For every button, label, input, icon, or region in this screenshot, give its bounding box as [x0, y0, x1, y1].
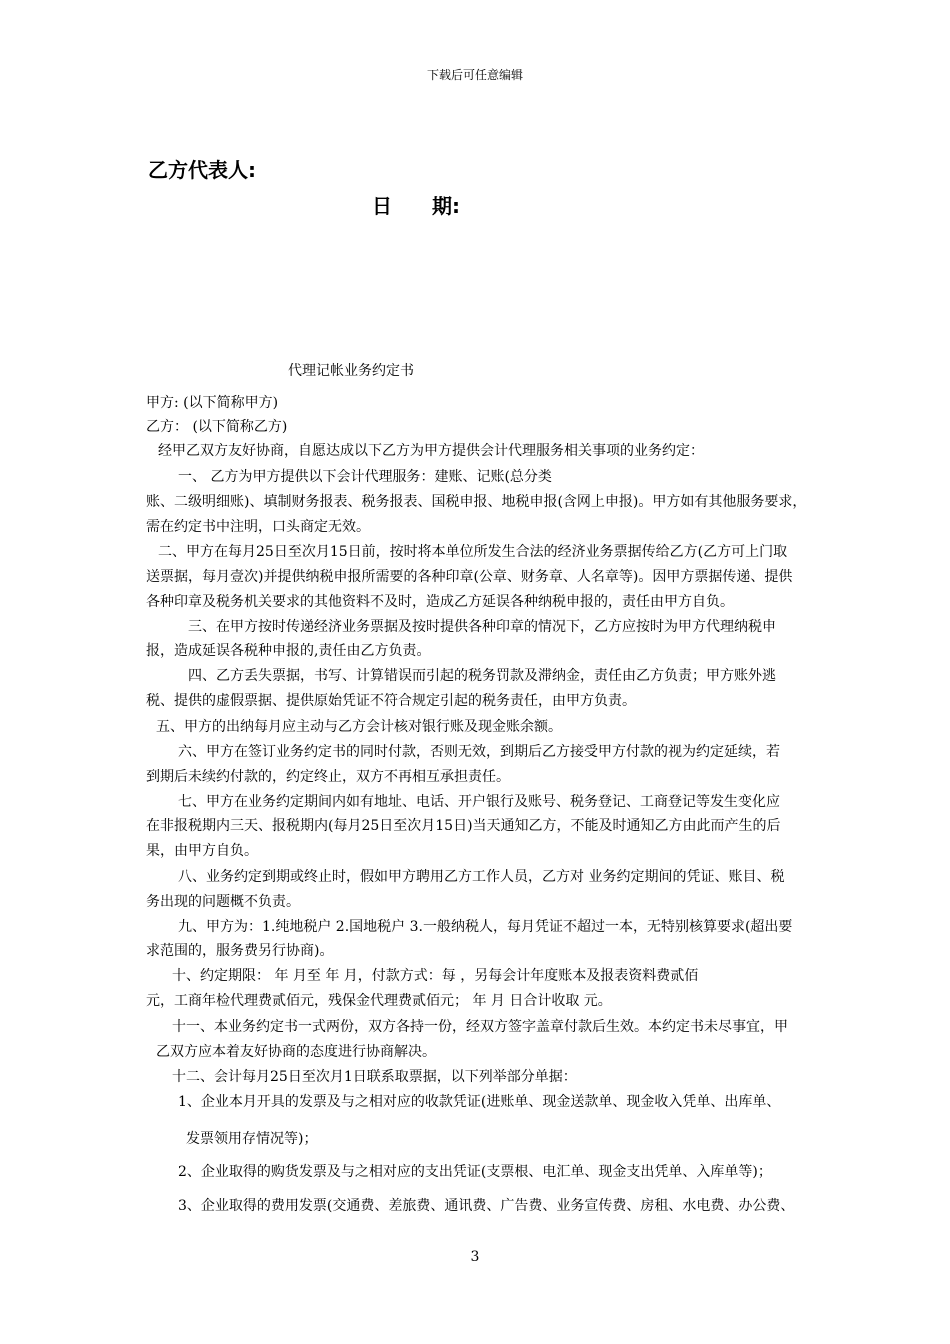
clause-8-line-1: 八、业务约定到期或终止时，假如甲方聘用乙方工作人员，乙方对 业务约定期间的凭证、账目、税 [178, 869, 785, 885]
clause-10-line-1: 十、约定期限： 年 月至 年 月，付款方式：每 ，另每会计年度账本及报表资料费贰佰 [172, 968, 699, 984]
list-item-2: 2、企业取得的购货发票及与之相对应的支出凭证(支票根、电汇单、现金支出凭单、入库单等)； [178, 1164, 772, 1180]
page-number: 3 [470, 1249, 480, 1265]
clause-2-line-1: 二、甲方在每月25日至次月15日前，按时将本单位所发生合法的经济业务票据传给乙方(乙方可上门取 [158, 544, 788, 560]
party-b-line: 乙方： (以下简称乙方) [146, 419, 288, 435]
clause-12: 十二、会计每月25日至次月1日联系取票据，以下列举部分单据： [172, 1069, 577, 1085]
clause-6-line-1: 六、甲方在签订业务约定书的同时付款，否则无效，到期后乙方接受甲方付款的视为约定延续，若 [178, 744, 780, 760]
date-label: 日 期: [372, 194, 460, 218]
clause-6-line-2: 到期后未续约付款的，约定终止，双方不再相互承担责任。 [146, 769, 510, 785]
clause-9-line-1: 九、甲方为：1.纯地税户 2.国地税户 3.一般纳税人，每月凭证不超过一本，无特别核算要求(超出要 [178, 919, 793, 935]
party-a-line: 甲方: (以下简称甲方) [146, 395, 279, 411]
clause-4-line-1: 四、乙方丢失票据，书写、计算错误而引起的税务罚款及滞纳金，责任由乙方负责；甲方账外逃 [188, 668, 776, 684]
clause-4-line-2: 税、提供的虚假票据、提供原始凭证不符合规定引起的税务责任，由甲方负责。 [146, 693, 636, 709]
clause-9-line-2: 求范围的，服务费另行协商)。 [146, 943, 334, 959]
document-title: 代理记帐业务约定书 [288, 363, 414, 379]
clause-5: 五、甲方的出纳每月应主动与乙方会计核对银行账及现金账余额。 [156, 719, 562, 735]
clause-1-line-3: 需在约定书中注明，口头商定无效。 [146, 519, 370, 535]
clause-3-line-1: 三、在甲方按时传递经济业务票据及按时提供各种印章的情况下，乙方应按时为甲方代理纳税申 [188, 619, 776, 635]
clause-8-line-2: 务出现的问题概不负责。 [146, 894, 300, 910]
list-item-1-line-2: 发票领用存情况等)； [186, 1131, 318, 1147]
clause-11-line-2: 乙双方应本着友好协商的态度进行协商解决。 [156, 1044, 436, 1060]
header-note: 下载后可任意编辑 [426, 68, 523, 82]
clause-7-line-1: 七、甲方在业务约定期间内如有地址、电话、开户银行及账号、税务登记、工商登记等发生变化应 [178, 794, 780, 810]
clause-2-line-3: 各种印章及税务机关要求的其他资料不及时，造成乙方延误各种纳税申报的，责任由甲方自负。 [146, 594, 734, 610]
clause-3-line-2: 报，造成延误各税种申报的,责任由乙方负责。 [146, 643, 431, 659]
clause-7-line-3: 果，由甲方自负。 [146, 843, 258, 859]
clause-1-line-1: 一、 乙方为甲方提供以下会计代理服务：建账、记账(总分类 [178, 469, 552, 485]
list-item-3: 3、企业取得的费用发票(交通费、差旅费、通讯费、广告费、业务宣传费、房租、水电费、办公费、 [178, 1198, 795, 1214]
list-item-1-line-1: 1、企业本月开具的发票及与之相对应的收款凭证(进账单、现金送款单、现金收入凭单、出库单、 [178, 1094, 781, 1110]
clause-10-line-2: 元，工商年检代理费贰佰元，残保金代理费贰佰元； 年 月 日合计收取 元。 [146, 993, 612, 1009]
party-b-representative-label: 乙方代表人: [148, 158, 256, 182]
clause-7-line-2: 在非报税期内三天、报税期内(每月25日至次月15日)当天通知乙方，不能及时通知乙方由此而产生的后 [146, 818, 781, 834]
clause-2-line-2: 送票据，每月壹次)并提供纳税申报所需要的各种印章(公章、财务章、人名章等)。因甲方票据传递、提供 [146, 569, 793, 585]
intro-paragraph: 经甲乙双方友好协商，自愿达成以下乙方为甲方提供会计代理服务相关事项的业务约定： [158, 443, 704, 459]
clause-1-line-2: 账、二级明细账)、填制财务报表、税务报表、国税申报、地税申报(含网上申报)。甲方如有其他服务要求， [146, 494, 807, 510]
clause-11-line-1: 十一、本业务约定书一式两份，双方各持一份，经双方签字盖章付款后生效。本约定书未尽事宜，甲 [172, 1019, 788, 1035]
